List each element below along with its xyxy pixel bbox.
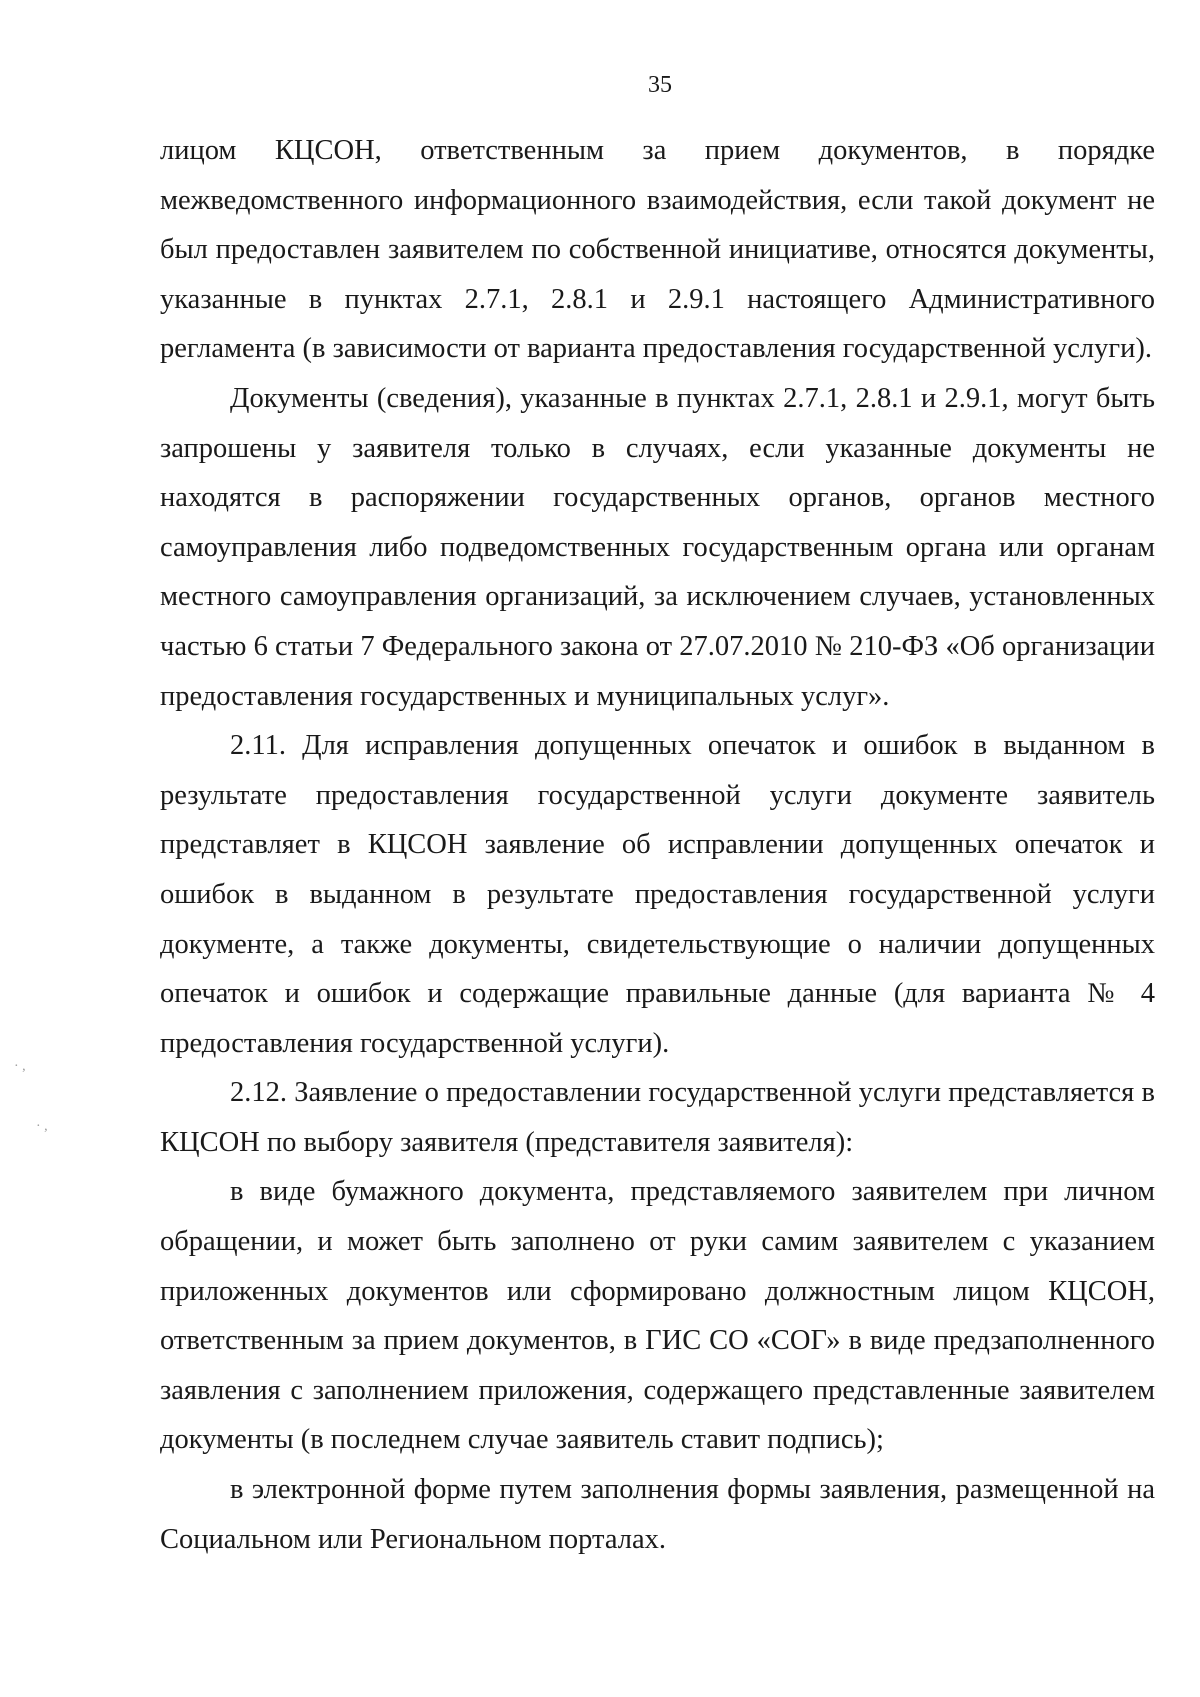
paragraph-5: в виде бумажного документа, представляемого заявителем при личном обращении, и может быть заполнено от руки самим заявителем с указанием приложенных документов или сформировано должностным лицом КЦСОН, ответственным за прием документов, в ГИС СО «СОГ» в виде предзаполненного заявления с заполнением приложения, содержащего представленные заявителем документы (в последнем случае заявитель ставит подпись); <box>160 1176 1155 1456</box>
document-body <box>160 126 1155 1564</box>
scan-artifact: · , <box>14 1059 26 1074</box>
paragraph-6: в электронной форме путем заполнения формы заявления, размещенной на Социальном или Региональном порталах. <box>160 1474 1155 1555</box>
paragraph-4: 2.12. Заявление о предоставлении государственной услуги представляется в КЦСОН по выбору заявителя (представителя заявителя): <box>160 1077 1155 1158</box>
paragraph-2: Документы (сведения), указанные в пунктах 2.7.1, 2.8.1 и 2.9.1, могут быть запрошены у заявителя только в случаях, если указанные документы не находятся в распоряжении государственных органов, органов местного самоуправления либо подведомственных государственным органа или органам местного самоуправления организаций, за исключением случаев, установленных частью 6 статьи 7 Федерального закона от 27.07.2010 № 210-ФЗ «Об организации предоставления государственных и муниципальных услуг». <box>160 382 1155 712</box>
scan-artifact: · , <box>36 1119 48 1134</box>
page-number: 35 <box>648 72 672 98</box>
paragraph-1: лицом КЦСОН, ответственным за прием документов, в порядке межведомственного информационного взаимодействия, если такой документ не был предоставлен заявителем по собственной инициативе, относятся документы, указанные в пунктах 2.7.1, 2.8.1 и 2.9.1 настоящего Административного регламента (в зависимости от варианта предоставления государственной услуги). <box>160 135 1155 365</box>
paragraph-3: 2.11. Для исправления допущенных опечаток и ошибок в выданном в результате предоставления государственной услуги документе заявитель представляет в КЦСОН заявление об исправлении допущенных опечаток и ошибок в выданном в результате предоставления государственной услуги документе, а также документы, свидетельствующие о наличии допущенных опечаток и ошибок и содержащие правильные данные (для варианта № 4 предоставления государственной услуги). <box>160 730 1155 1059</box>
